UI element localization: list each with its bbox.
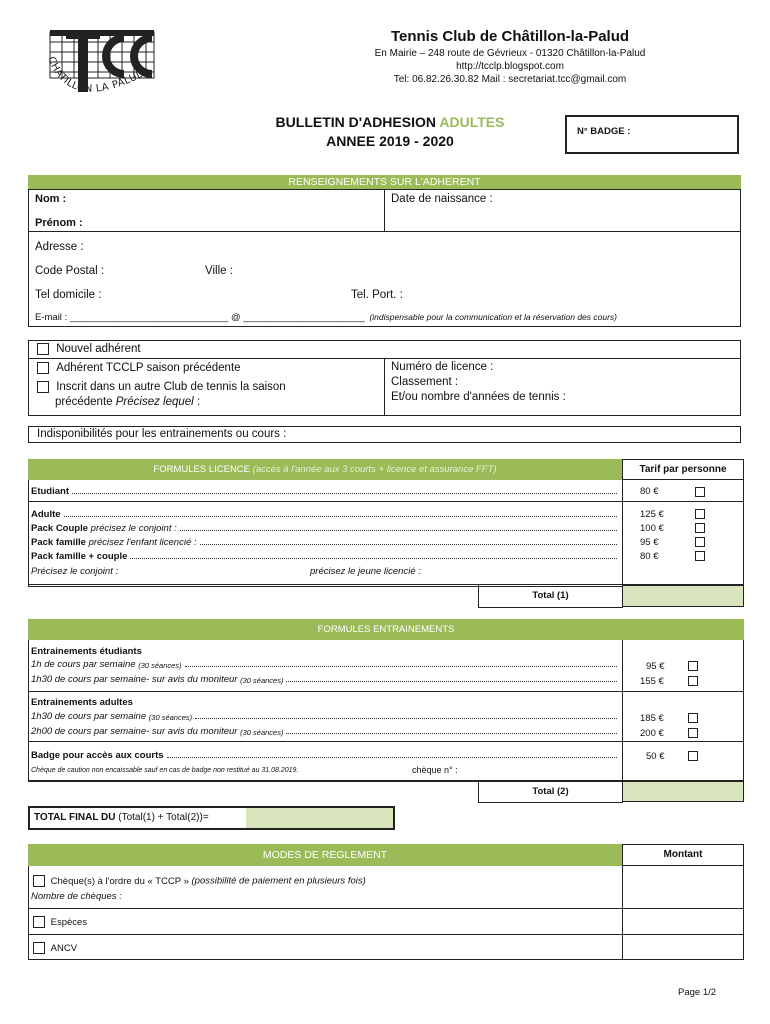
club-website[interactable]: http://tcclp.blogspot.com [456,61,564,72]
licence-couple-row [31,523,620,534]
licence-field[interactable]: Numéro de licence : [391,361,494,373]
tel-port-field[interactable]: Tel. Port. : [351,289,403,301]
a2-price: 200 € [640,728,664,739]
annees-field[interactable]: Et/ou nombre d'années de tennis : [391,391,566,403]
email-label: E-mail : ______________________________ @ _______________________ [35,312,365,323]
e2-label: 1h30 de cours par semaine- sur avis du moniteur [31,674,238,685]
total-final-value[interactable] [246,808,393,828]
training-e1-row [31,659,620,670]
training-a1-row [31,711,620,722]
indispo-field[interactable] [28,426,741,443]
club-logo [40,28,165,123]
training-e2-row [31,674,620,685]
total2-value[interactable] [623,781,744,802]
adherent-prec-label: Adhérent TCCLP saison précédente [56,362,241,375]
famille-couple-price: 80 € [640,551,659,562]
nouvel-label: Nouvel adhérent [56,343,141,356]
tel-dom-field[interactable]: Tel domicile : [35,289,102,301]
e1-note: (30 séances) [138,661,182,670]
famille-label: Pack famille [31,537,86,548]
cheques-label: Chèque(s) à l'ordre du « TCCP » [50,875,189,887]
famille-couple-label: Pack famille + couple [31,551,128,562]
ancv-label: ANCV [50,942,78,954]
couple-price: 100 € [640,523,664,534]
famille-checkbox[interactable] [695,537,705,547]
licence-famille-row [31,537,620,548]
training-badge-row [31,750,620,761]
licence-famille-couple-row [31,551,620,562]
badge-title: Badge pour accès aux courts [31,750,164,761]
inscrit-autre-colon: : [196,396,201,408]
etudiant-price: 80 € [640,486,659,497]
licence-adulte-row [31,509,620,520]
ville-field[interactable]: Ville : [205,265,233,277]
ancv-checkbox[interactable] [33,942,45,954]
e1-checkbox[interactable] [688,661,698,671]
a2-label: 2h00 de cours par semaine- sur avis du moniteur [31,726,238,737]
payment-header: MODES DE REGLEMENT [28,844,622,866]
a1-checkbox[interactable] [688,713,698,723]
montant-header: Montant [622,844,744,866]
famille-note: précisez l'enfant licencié : [88,537,197,548]
inscrit-autre-italic: Précisez lequel [115,396,194,408]
a2-checkbox[interactable] [688,728,698,738]
a1-price: 185 € [640,713,664,724]
couple-label: Pack Couple [31,523,89,534]
badge-checkbox[interactable] [688,751,698,761]
adulte-label: Adulte [31,509,61,520]
e2-note: (30 séances) [240,676,284,685]
title-year: ANNEE 2019 - 2020 [326,133,454,149]
tarif-header: Tarif par personne [622,459,744,480]
training-section [28,619,744,804]
page-number: Page 1/2 [678,987,717,998]
inscrit-autre-option[interactable] [37,380,286,410]
badge-label: N° BADGE : [577,126,631,137]
adresse-field[interactable]: Adresse : [35,241,84,253]
badge-price: 50 € [646,751,665,762]
adulte-checkbox[interactable] [695,509,705,519]
cheques-note: (possibilité de paiement en plusieurs fois) [191,875,366,887]
total-final-label-rest: (Total(1) + Total(2))= [118,812,209,823]
dob-field[interactable]: Date de naissance : [391,193,493,205]
training-header: FORMULES ENTRAINEMENTS [28,619,744,640]
training-a2-row [31,726,620,737]
etudiants-title: Entrainements étudiants [31,646,142,657]
logo-arc-text: CHATILLON LA PALUD [45,55,147,95]
licence-section [28,459,744,608]
member-section-header: RENSEIGNEMENTS SUR L'ADHERENT [28,175,741,189]
adherent-prec-checkbox[interactable] [37,362,49,374]
nouvel-adherent-option[interactable] [37,343,141,355]
especes-checkbox[interactable] [33,916,45,928]
a1-note: (30 séances) [148,713,193,722]
etudiant-checkbox[interactable] [695,487,705,497]
total1-label: Total (1) [478,584,623,608]
total1-value[interactable] [623,585,744,607]
inscrit-autre-label-2: précédente [55,396,113,408]
adherent-prec-option[interactable] [37,362,241,374]
a2-note: (30 séances) [240,728,284,737]
caution-note: Chèque de caution non encaissable sauf en cas de badge non restitué au 31.08.2019. [31,767,299,774]
e2-checkbox[interactable] [688,676,698,686]
classement-field[interactable]: Classement : [391,376,459,388]
famille-price: 95 € [640,537,659,548]
licence-header-title: FORMULES LICENCE [153,464,251,475]
title-prefix: BULLETIN D'ADHESION [275,114,436,130]
club-name: Tennis Club de Châtillon-la-Palud [390,28,630,45]
prenom-field[interactable]: Prénom : [35,217,83,229]
code-postal-field[interactable]: Code Postal : [35,265,105,277]
cheque-no-field[interactable]: chèque n° : [412,765,458,775]
inscrit-autre-label-1: Inscrit dans un autre Club de tennis la saison [56,381,286,393]
total-final-box [28,806,395,830]
a1-label: 1h30 de cours par semaine [31,711,147,722]
cheques-checkbox[interactable] [33,875,45,887]
nouvel-checkbox[interactable] [37,343,49,355]
e1-label: 1h de cours par semaine [31,659,136,670]
licence-etudiant-row [31,486,620,497]
licence-header [28,459,622,480]
jeune-field[interactable]: précisez le jeune licencié : [310,566,421,577]
adulte-price: 125 € [640,509,664,520]
form-title [255,114,525,149]
title-accent: ADULTES [439,114,505,130]
email-note: (indispensable pour la communication et la réservation des cours) [369,312,618,322]
nb-cheques-field[interactable]: Nombre de chèques : [31,891,122,902]
club-address: En Mairie – 248 route de Gévrieux - 01320 Châtillon-la-Palud [374,48,646,59]
status-section [28,340,741,416]
member-section [28,189,741,327]
nom-field[interactable]: Nom : [35,193,67,205]
indispo-label: Indisponibilités pour les entrainements ou cours : [37,428,287,440]
total-final-label-bold: TOTAL FINAL DU [34,812,116,823]
especes-label: Espèces [50,916,88,928]
especes-option[interactable] [33,916,87,928]
couple-checkbox[interactable] [695,523,705,533]
adultes-title: Entrainements adultes [31,697,133,708]
conjoint-field[interactable]: Précisez le conjoint : [31,566,119,577]
e2-price: 155 € [640,676,664,687]
total2-label: Total (2) [478,780,623,803]
famille-couple-checkbox[interactable] [695,551,705,561]
club-contact: Tel: 06.82.26.30.82 Mail : secretariat.tcc@gmail.com [393,74,627,85]
payment-section [28,844,744,960]
email-field[interactable] [35,312,617,323]
cheques-option[interactable] [33,875,366,887]
e1-price: 95 € [646,661,665,672]
ancv-option[interactable] [33,942,77,954]
etudiant-label: Etudiant [31,486,69,497]
inscrit-autre-checkbox[interactable] [37,381,49,393]
licence-header-note: (accès à l'année aux 3 courts + licence et assurance FFT) [252,464,497,475]
couple-note: précisez le conjoint : [90,523,177,534]
badge-box[interactable] [565,115,739,154]
